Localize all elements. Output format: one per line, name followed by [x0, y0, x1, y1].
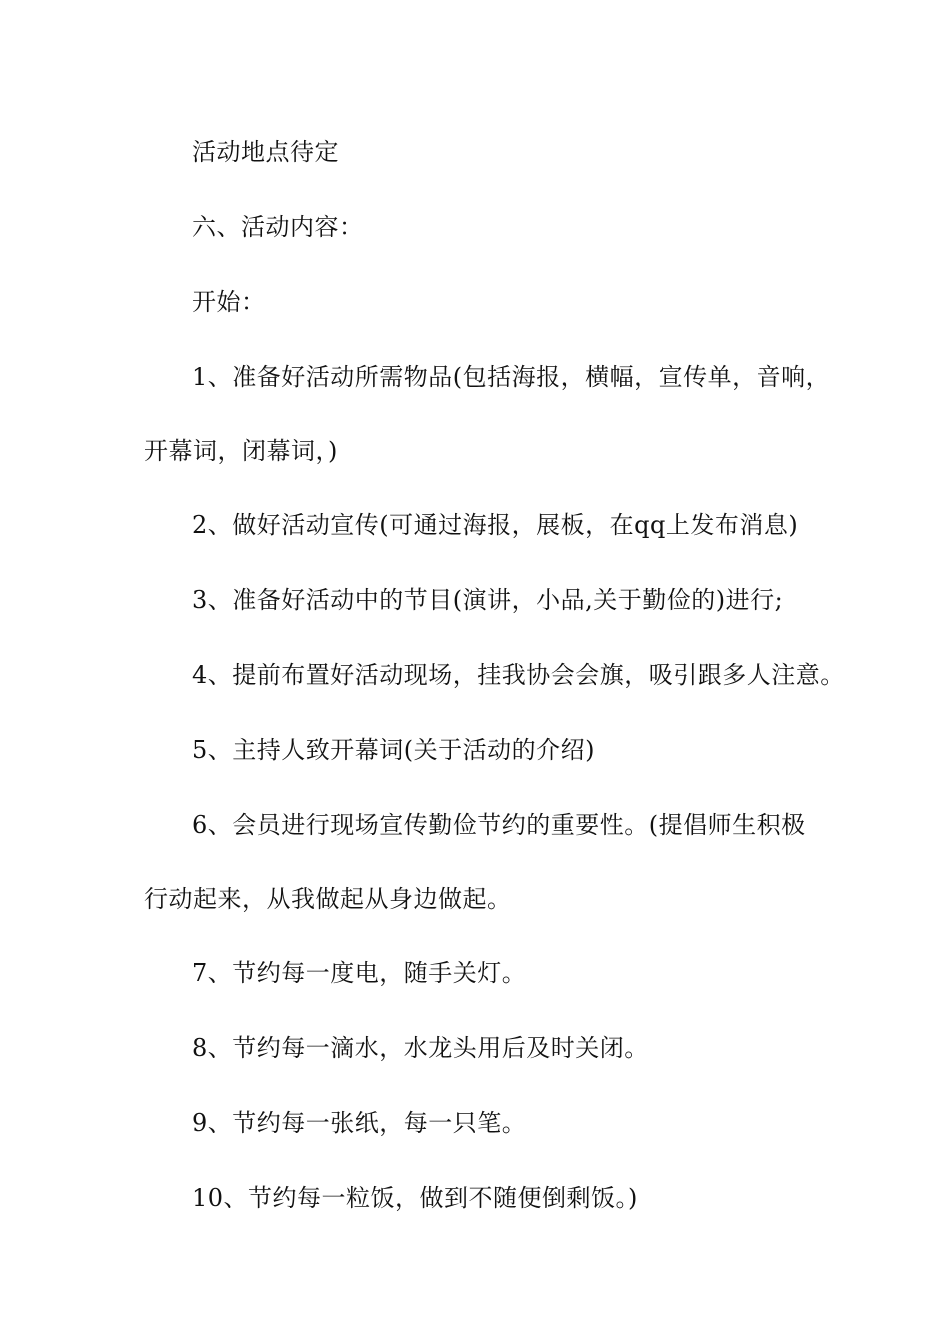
- list-item-3: 3、准备好活动中的节目(演讲，小品,关于勤俭的)进行;: [192, 586, 784, 614]
- list-item-2: 2、做好活动宣传(可通过海报，展板，在qq上发布消息): [192, 511, 799, 539]
- text-line-venue: 活动地点待定: [192, 138, 339, 166]
- list-item-1: 1、准备好活动所需物品(包括海报，横幅，宣传单，音响，: [192, 363, 831, 391]
- list-item-6: 6、会员进行现场宣传勤俭节约的重要性。(提倡师生积极: [192, 811, 806, 839]
- section-heading-activity-content: 六、活动内容：: [192, 213, 364, 241]
- list-item-10: 10、节约每一粒饭，做到不随便倒剩饭。): [192, 1184, 638, 1212]
- text-line-start: 开始：: [192, 288, 266, 316]
- list-item-4: 4、提前布置好活动现场，挂我协会会旗，吸引跟多人注意。: [192, 661, 845, 689]
- list-item-5: 5、主持人致开幕词(关于活动的介绍): [192, 736, 595, 764]
- list-item-6-continued: 行动起来，从我做起从身边做起。: [144, 885, 512, 913]
- list-item-8: 8、节约每一滴水，水龙头用后及时关闭。: [192, 1034, 649, 1062]
- list-item-7: 7、节约每一度电，随手关灯。: [192, 959, 527, 987]
- list-item-1-continued: 开幕词，闭幕词，): [144, 437, 338, 465]
- list-item-9: 9、节约每一张纸，每一只笔。: [192, 1109, 527, 1137]
